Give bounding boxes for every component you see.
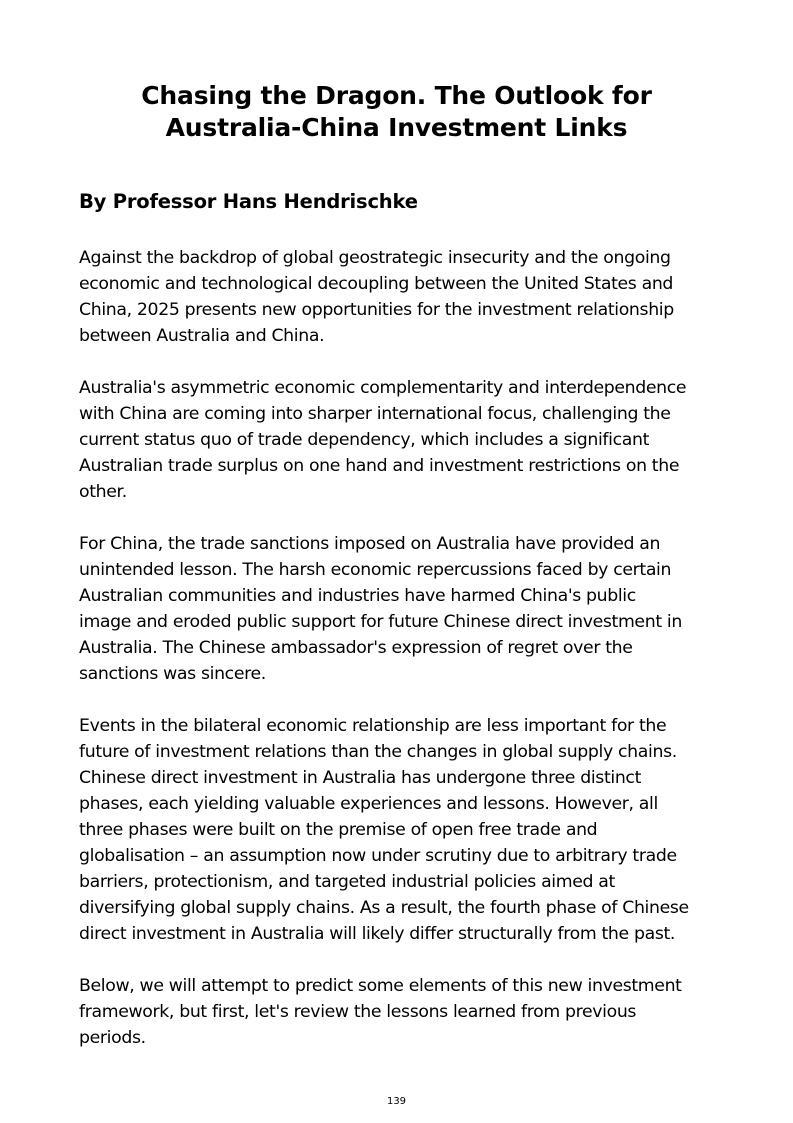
paragraph-line: Australia's asymmetric economic complementarity and interdependence xyxy=(79,378,687,398)
paragraph-line: barriers, protectionism, and targeted industrial policies aimed at xyxy=(79,872,615,892)
article-title xyxy=(79,80,714,144)
article-title-line: Australia-China Investment Links xyxy=(165,113,628,142)
body-paragraph xyxy=(79,245,719,349)
paragraph-line: sanctions was sincere. xyxy=(79,664,266,684)
paragraph-line: diversifying global supply chains. As a result, the fourth phase of Chinese xyxy=(79,898,689,918)
paragraph-line: phases, each yielding valuable experiences and lessons. However, all xyxy=(79,794,658,814)
paragraph-line: Chinese direct investment in Australia has undergone three distinct xyxy=(79,768,642,788)
paragraph-line: three phases were built on the premise of open free trade and xyxy=(79,820,598,840)
article-author: By Professor Hans Hendrischke xyxy=(79,190,418,213)
article-body xyxy=(79,245,719,1077)
paragraph-line: current status quo of trade dependency, which includes a significant xyxy=(79,430,650,450)
page-number: 139 xyxy=(386,1096,407,1107)
paragraph-line: other. xyxy=(79,482,127,502)
article-title-line: Chasing the Dragon. The Outlook for xyxy=(141,81,652,110)
paragraph-line: Events in the bilateral economic relationship are less important for the xyxy=(79,716,667,736)
paragraph-line: unintended lesson. The harsh economic repercussions faced by certain xyxy=(79,560,672,580)
paragraph-line: globalisation – an assumption now under scrutiny due to arbitrary trade xyxy=(79,846,677,866)
paragraph-line: economic and technological decoupling between the United States and xyxy=(79,274,674,294)
paragraph-line: For China, the trade sanctions imposed on Australia have provided an xyxy=(79,534,661,554)
paragraph-line: between Australia and China. xyxy=(79,326,325,346)
paragraph-line: direct investment in Australia will likely differ structurally from the past. xyxy=(79,924,676,944)
paragraph-line: future of investment relations than the changes in global supply chains. xyxy=(79,742,677,762)
paragraph-line: Australian communities and industries have harmed China's public xyxy=(79,586,636,606)
body-paragraph xyxy=(79,973,719,1051)
paragraph-line: with China are coming into sharper international focus, challenging the xyxy=(79,404,671,424)
body-paragraph xyxy=(79,713,719,947)
paragraph-line: Australia. The Chinese ambassador's expression of regret over the xyxy=(79,638,633,658)
paragraph-line: Against the backdrop of global geostrategic insecurity and the ongoing xyxy=(79,248,671,268)
body-paragraph xyxy=(79,531,719,687)
body-paragraph xyxy=(79,375,719,505)
paragraph-line: China, 2025 presents new opportunities for the investment relationship xyxy=(79,300,674,320)
paragraph-line: framework, but first, let's review the lessons learned from previous xyxy=(79,1002,637,1022)
paragraph-line: periods. xyxy=(79,1028,146,1048)
paragraph-line: Australian trade surplus on one hand and investment restrictions on the xyxy=(79,456,680,476)
paragraph-line: Below, we will attempt to predict some elements of this new investment xyxy=(79,976,682,996)
paragraph-line: image and eroded public support for future Chinese direct investment in xyxy=(79,612,682,632)
